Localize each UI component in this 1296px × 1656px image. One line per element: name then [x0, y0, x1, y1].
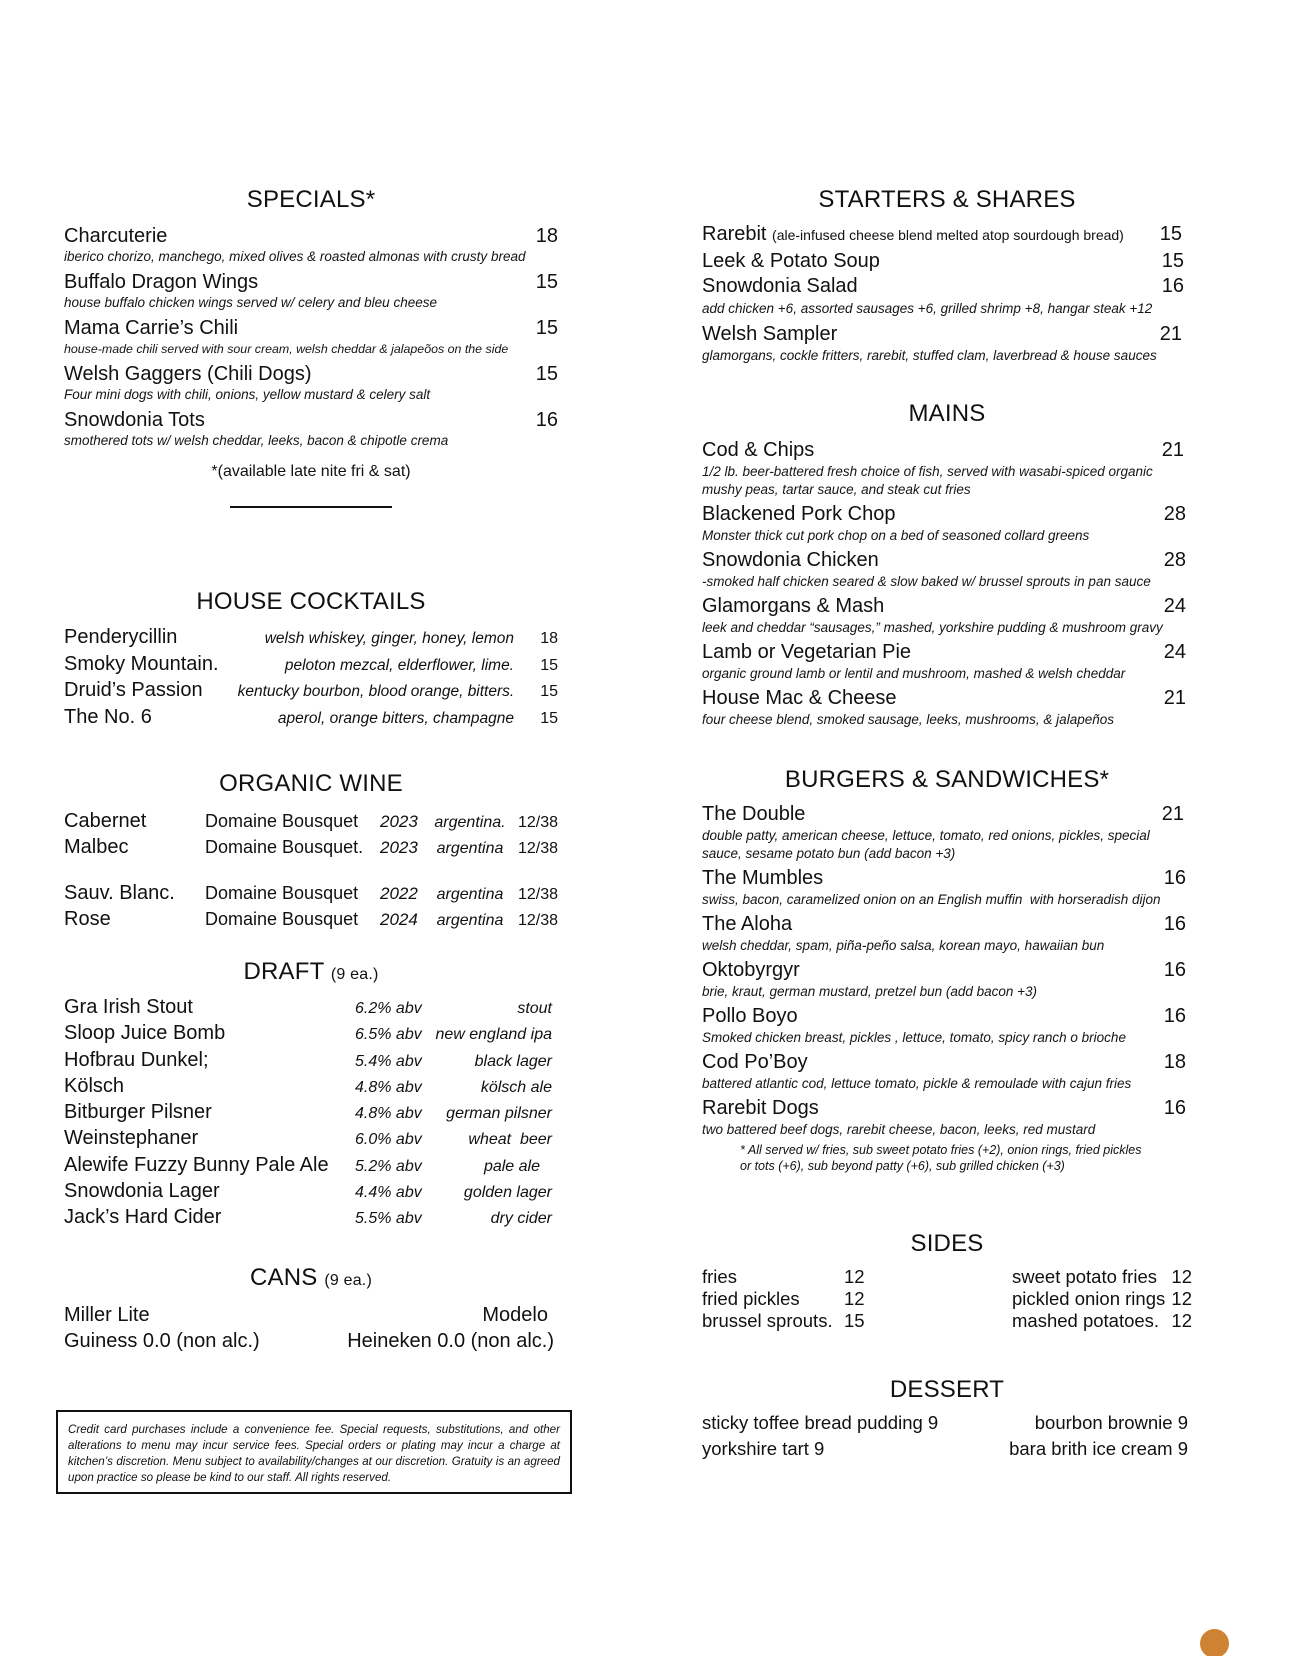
item-price: 16	[535, 409, 558, 431]
cocktail-description: peloton mezcal, elderflower, lime.	[284, 656, 514, 674]
draft-price-note: (9 ea.)	[330, 966, 379, 983]
cans-row	[64, 1330, 558, 1356]
cocktail-price: 15	[540, 656, 558, 674]
item-name: Cod Po’Boy	[702, 1051, 808, 1073]
specials-title: SPECIALS*	[246, 186, 376, 213]
side-price: 12	[1171, 1310, 1192, 1331]
item-description: house-made chili served with sour cream, welsh cheddar & jalapeõos on the side	[64, 342, 509, 356]
beer-name: Hofbrau Dunkel;	[64, 1048, 209, 1071]
item-name: Mama Carrie’s Chili	[64, 317, 239, 339]
cocktail-name: Druid’s Passion	[64, 679, 203, 701]
side-name: fries	[702, 1266, 737, 1287]
left-column	[64, 186, 558, 1352]
main-item	[702, 548, 1192, 591]
item-name: House Mac & Cheese	[702, 687, 897, 709]
can-beer: Modelo	[482, 1304, 548, 1326]
dessert-item: sticky toffee bread pudding 9	[702, 1412, 939, 1433]
burger-item	[702, 912, 1192, 955]
beer-abv: 6.2% abv	[355, 1000, 422, 1017]
cocktail-price: 15	[540, 709, 558, 727]
can-beer: Miller Lite	[64, 1304, 150, 1326]
wine-row	[64, 836, 558, 862]
wine-producer: Domaine Bousquet	[205, 883, 359, 903]
cocktail-description: kentucky bourbon, blood orange, bitters.	[237, 683, 515, 700]
item-name: Welsh Gaggers (Chili Dogs)	[64, 363, 312, 385]
side-item	[1012, 1266, 1192, 1288]
item-description: Four mini dogs with chili, onions, yellow mustard & celery salt	[64, 387, 431, 402]
beer-abv: 4.8% abv	[355, 1078, 422, 1096]
draft-row	[64, 1022, 558, 1048]
item-name: Leek & Potato Soup	[702, 249, 880, 272]
item-description: four cheese blend, smoked sausage, leeks, mushrooms, & jalapeños	[702, 712, 1114, 727]
wine-group-spacer	[64, 862, 558, 882]
burger-item	[702, 1004, 1192, 1047]
item-price: 24	[1163, 595, 1186, 617]
item-description: brie, kraut, german mustard, pretzel bun (add bacon +3)	[702, 984, 1038, 999]
side-item	[702, 1266, 865, 1288]
wine-vintage: 2023	[380, 838, 418, 857]
cocktail-description: aperol, orange bitters, champagne	[277, 709, 514, 727]
cocktails-title: HOUSE COCKTAILS	[196, 588, 426, 615]
starters-title: STARTERS & SHARES	[818, 186, 1076, 213]
cocktail-description: welsh whiskey, ginger, honey, lemon	[264, 630, 514, 647]
dessert-item: bourbon brownie 9	[1034, 1412, 1188, 1433]
beer-abv: 5.4% abv	[355, 1052, 422, 1070]
main-item	[702, 640, 1192, 683]
specials-section	[64, 186, 558, 536]
item-description: welsh cheddar, spam, piña-peño salsa, korean mayo, hawaiian bun	[702, 938, 1105, 953]
beer-style: wheat beer	[468, 1131, 552, 1149]
can-beer: Guiness 0.0 (non alc.)	[64, 1330, 260, 1352]
item-name: The Mumbles	[702, 867, 824, 889]
item-price: 21	[1159, 322, 1182, 345]
specials-item	[64, 362, 558, 404]
floating-action-dot[interactable]	[1200, 1629, 1229, 1656]
sides-right-column	[1012, 1266, 1192, 1332]
wine-region: argentina	[436, 912, 504, 929]
burger-item	[702, 958, 1192, 1001]
item-name: Snowdonia Chicken	[702, 549, 879, 571]
item-name: Oktobyrgyr	[702, 959, 800, 981]
item-price: 15	[535, 317, 558, 339]
draft-row	[64, 1127, 558, 1153]
wine-section	[64, 770, 558, 934]
wine-row	[64, 810, 558, 836]
item-name: Pollo Boyo	[702, 1005, 798, 1027]
item-name: The Double	[702, 803, 806, 825]
cocktails-section	[64, 588, 558, 732]
side-price: 12	[1171, 1288, 1192, 1309]
cans-row	[64, 1304, 558, 1330]
dessert-left-column	[702, 1410, 938, 1462]
beer-name: Bitburger Pilsner	[64, 1101, 212, 1124]
beer-style: black lager	[474, 1052, 552, 1070]
item-price: 16	[1163, 913, 1186, 935]
dessert-section	[702, 1376, 1192, 1462]
dessert-item: bara brith ice cream 9	[1009, 1438, 1188, 1459]
wine-producer: Domaine Bousquet	[205, 909, 359, 929]
wine-price: 12/38	[517, 840, 558, 857]
item-price: 21	[1161, 803, 1184, 825]
draft-section	[64, 958, 558, 1233]
wine-varietal: Malbec	[64, 836, 129, 858]
sides-left-column	[702, 1266, 865, 1332]
item-price: 15	[535, 363, 558, 385]
beer-style: pale ale	[483, 1157, 540, 1175]
item-description: swiss, bacon, caramelized onion on an English muffin with horseradish dijon	[702, 892, 1161, 907]
specials-availability-note: *(available late nite fri & sat)	[211, 463, 411, 480]
side-price: 12	[844, 1288, 865, 1309]
side-item	[1012, 1310, 1192, 1332]
item-name: Rarebit Dogs	[702, 1097, 819, 1119]
draft-title-text: DRAFT	[243, 958, 325, 985]
wine-varietal: Rose	[64, 908, 111, 930]
burger-item	[702, 1096, 1192, 1139]
wine-vintage: 2023	[380, 812, 418, 831]
beer-name: Gra Irish Stout	[64, 996, 193, 1018]
draft-row	[64, 1101, 558, 1127]
side-name: fried pickles	[702, 1288, 800, 1309]
wine-vintage: 2024	[380, 910, 418, 929]
specials-item	[64, 408, 558, 450]
sides-grid	[702, 1266, 1192, 1332]
cocktail-row	[64, 706, 558, 733]
side-name: mashed potatoes.	[1012, 1310, 1160, 1331]
item-description: iberico chorizo, manchego, mixed olives & roasted almonas with crusty bread	[64, 249, 526, 264]
wine-region: argentina	[436, 840, 504, 857]
wine-price: 12/38	[517, 814, 558, 831]
beer-name: Sloop Juice Bomb	[64, 1022, 226, 1045]
item-name: Glamorgans & Mash	[702, 595, 885, 617]
item-name: Lamb or Vegetarian Pie	[702, 641, 912, 663]
item-name: Blackened Pork Chop	[702, 503, 896, 525]
draft-row	[64, 1180, 558, 1206]
cocktail-row	[64, 626, 558, 653]
cocktail-price: 15	[540, 683, 558, 700]
item-name: Welsh Sampler	[702, 322, 838, 345]
cocktail-name: Penderycillin	[64, 626, 178, 648]
burgers-title: BURGERS & SANDWICHES*	[784, 766, 1110, 793]
item-price: 28	[1163, 503, 1186, 525]
beer-name: Jack’s Hard Cider	[64, 1206, 222, 1229]
dessert-title: DESSERT	[889, 1376, 1005, 1403]
specials-item	[64, 224, 558, 266]
item-description: glamorgans, cockle fritters, rarebit, stuffed clam, laverbread & house sauces	[702, 348, 1157, 363]
item-description: house buffalo chicken wings served w/ celery and bleu cheese	[64, 295, 437, 310]
beer-abv: 6.5% abv	[355, 1026, 422, 1044]
specials-item	[64, 316, 558, 358]
draft-row	[64, 1206, 558, 1232]
beer-name: Alewife Fuzzy Bunny Pale Ale	[64, 1153, 329, 1176]
wine-producer: Domaine Bousquet	[205, 811, 359, 831]
beer-abv: 4.4% abv	[355, 1184, 422, 1202]
cans-price-note: (9 ea.)	[324, 1272, 372, 1289]
side-name: brussel sprouts.	[702, 1310, 833, 1331]
item-description: battered atlantic cod, lettuce tomato, pickle & remoulade with cajun fries	[702, 1076, 1132, 1091]
item-name: The Aloha	[702, 913, 793, 935]
item-name: Snowdonia Salad	[702, 275, 858, 297]
side-item	[702, 1310, 865, 1332]
item-description: double patty, american cheese, lettuce, tomato, red onions, pickles, special sauce, sesame potato bun (add bacon +3)	[702, 828, 1150, 861]
wine-producer: Domaine Bousquet.	[205, 837, 364, 857]
wine-varietal: Cabernet	[64, 810, 147, 832]
cocktail-price: 18	[540, 630, 558, 647]
side-name: pickled onion rings	[1012, 1288, 1166, 1309]
starters-section	[702, 186, 1192, 365]
item-description: smothered tots w/ welsh cheddar, leeks, bacon & chipotle crema	[64, 433, 449, 448]
main-item	[702, 594, 1192, 637]
side-item	[1012, 1288, 1192, 1310]
cocktail-row	[64, 679, 558, 706]
item-price: 15	[1161, 249, 1184, 272]
beer-name: Snowdonia Lager	[64, 1180, 220, 1203]
wine-region: argentina	[436, 886, 504, 903]
side-price: 12	[1171, 1266, 1192, 1287]
side-name: sweet potato fries	[1012, 1266, 1157, 1287]
item-price: 24	[1163, 641, 1186, 663]
draft-row	[64, 1049, 558, 1075]
specials-item	[64, 270, 558, 312]
item-description: two battered beef dogs, rarebit cheese, bacon, leeks, red mustard	[702, 1122, 1096, 1137]
mains-title: MAINS	[908, 400, 986, 427]
starter-item	[702, 249, 1192, 275]
wine-row	[64, 908, 558, 934]
wine-price: 12/38	[517, 886, 558, 903]
cans-title-text: CANS	[249, 1264, 318, 1291]
item-description: leek and cheddar “sausages,” mashed, yorkshire pudding & mushroom gravy	[702, 620, 1163, 635]
item-description: organic ground lamb or lentil and mushroom, mashed & welsh cheddar	[702, 666, 1126, 681]
wine-title: ORGANIC WINE	[219, 770, 403, 797]
draft-title	[64, 958, 558, 986]
item-price: 21	[1163, 687, 1186, 709]
item-price: 15	[1159, 223, 1182, 245]
beer-style: stout	[517, 1000, 552, 1017]
wine-region: argentina.	[434, 814, 506, 831]
section-divider	[230, 506, 392, 508]
dessert-right-column	[1009, 1410, 1192, 1462]
item-description: Smoked chicken breast, pickles , lettuce, tomato, spicy ranch o brioche	[702, 1030, 1126, 1045]
can-beer: Heineken 0.0 (non alc.)	[347, 1330, 554, 1352]
item-price: 16	[1163, 959, 1186, 981]
sides-title: SIDES	[910, 1230, 984, 1257]
item-description: add chicken +6, assorted sausages +6, grilled shrimp +8, hangar steak +12	[702, 300, 1153, 316]
cans-title	[64, 1264, 558, 1292]
right-column	[702, 186, 1192, 1459]
cocktail-name: The No. 6	[64, 705, 152, 728]
dessert-grid	[702, 1410, 1192, 1462]
beer-style: new england ipa	[435, 1026, 552, 1044]
beer-abv: 5.2% abv	[355, 1157, 422, 1175]
disclaimer-text: Credit card purchases include a convenience fee. Special requests, substitutions, and other alterations to menu may incur service fees. Special orders or plating may incur a charge at kitchen’s discretion. Menu subject to availability/changes at our discretion. Gratuity is an agreed upon practice so please be kind to our staff. All rights reserved.	[68, 1423, 560, 1484]
item-name: Cod & Chips	[702, 439, 815, 461]
item-price: 21	[1161, 439, 1184, 461]
main-item	[702, 686, 1192, 729]
cocktail-row	[64, 653, 558, 680]
item-name: Charcuterie	[64, 225, 168, 247]
burger-item	[702, 1050, 1192, 1093]
burger-item	[702, 802, 1192, 863]
beer-name: Kölsch	[64, 1074, 125, 1097]
burgers-section	[702, 766, 1192, 1174]
item-price: 16	[1163, 1097, 1186, 1119]
side-item	[702, 1288, 865, 1310]
cans-section	[64, 1264, 558, 1356]
item-name: Rarebit	[702, 223, 767, 245]
draft-row	[64, 996, 558, 1022]
starter-item	[702, 322, 1192, 348]
item-price: 16	[1163, 867, 1186, 889]
item-name: Snowdonia Tots	[64, 409, 205, 431]
side-price: 12	[844, 1266, 865, 1287]
item-price: 16	[1163, 1005, 1186, 1027]
item-name: Buffalo Dragon Wings	[64, 271, 259, 293]
beer-style: golden lager	[463, 1184, 552, 1202]
burger-item	[702, 866, 1192, 909]
starter-item	[702, 274, 1192, 300]
item-description: -smoked half chicken seared & slow baked w/ brussel sprouts in pan sauce	[702, 574, 1151, 589]
main-item	[702, 438, 1192, 499]
disclaimer-box	[56, 1410, 572, 1494]
draft-row	[64, 1154, 558, 1180]
item-price: 18	[535, 225, 558, 247]
item-description: Monster thick cut pork chop on a bed of seasoned collard greens	[702, 528, 1090, 543]
main-item	[702, 502, 1192, 545]
cocktail-name: Smoky Mountain.	[64, 652, 219, 675]
wine-price: 12/38	[517, 912, 558, 929]
item-price: 15	[535, 271, 558, 293]
item-price: 16	[1161, 275, 1184, 297]
sides-section	[702, 1230, 1192, 1332]
beer-abv: 6.0% abv	[355, 1131, 422, 1149]
side-price: 15	[844, 1310, 865, 1331]
dessert-item: yorkshire tart 9	[702, 1438, 825, 1459]
wine-vintage: 2022	[380, 884, 418, 903]
beer-abv: 5.5% abv	[355, 1210, 422, 1228]
item-price: 28	[1163, 549, 1186, 571]
beer-name: Weinstephaner	[64, 1127, 199, 1150]
item-price: 18	[1163, 1051, 1186, 1073]
wine-varietal: Sauv. Blanc.	[64, 882, 175, 904]
beer-style: german pilsner	[446, 1105, 552, 1123]
item-inline-description: (ale-infused cheese blend melted atop sourdough bread)	[772, 227, 1124, 243]
draft-row	[64, 1075, 558, 1101]
mains-section	[702, 400, 1192, 732]
wine-row	[64, 882, 558, 908]
beer-style: dry cider	[490, 1210, 552, 1228]
beer-abv: 4.8% abv	[355, 1105, 422, 1123]
burgers-footnote: * All served w/ fries, sub sweet potato fries (+2), onion rings, fried pickles or tots (+6), sub beyond patty (+6), sub grilled chicken (+3)	[740, 1143, 1142, 1173]
starter-item	[702, 222, 1192, 249]
beer-style: kölsch ale	[480, 1078, 552, 1096]
item-description: 1/2 lb. beer-battered fresh choice of fish, served with wasabi-spiced organic mushy peas, tartar sauce, and steak cut fries	[702, 464, 1153, 497]
